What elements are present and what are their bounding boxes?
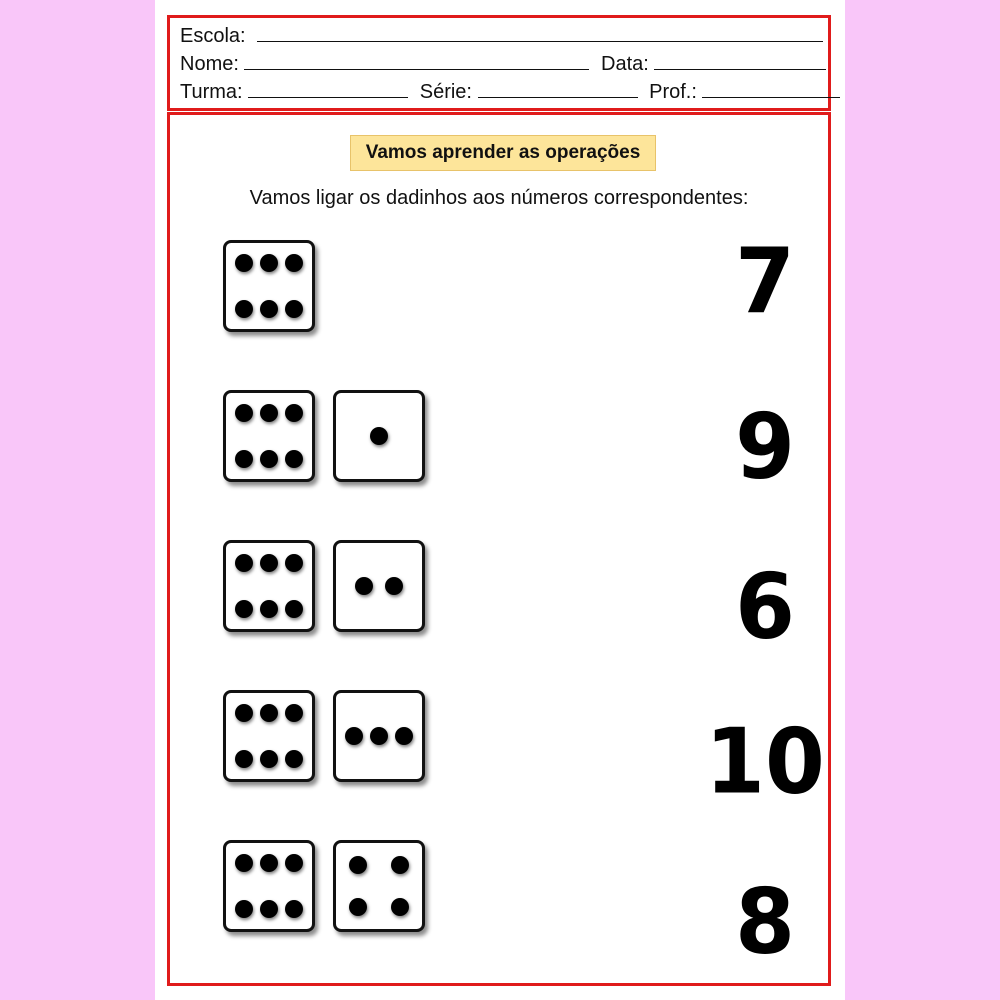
die-pip xyxy=(235,750,253,768)
die-pip xyxy=(235,900,253,918)
nome-label: Nome: xyxy=(180,53,239,75)
target-number: 6 xyxy=(735,554,795,660)
die-pip xyxy=(235,554,253,572)
die-pip xyxy=(391,898,409,916)
die-pip xyxy=(285,900,303,918)
die-pip xyxy=(235,404,253,422)
die-pip xyxy=(260,554,278,572)
die-six xyxy=(223,390,315,482)
die-pip xyxy=(285,600,303,618)
die-pip xyxy=(260,900,278,918)
die-pip xyxy=(235,704,253,722)
die-pip xyxy=(235,300,253,318)
die-four xyxy=(333,840,425,932)
die-pip xyxy=(260,750,278,768)
turma-label: Turma: xyxy=(180,81,243,103)
data-label: Data: xyxy=(601,53,649,75)
turma-field[interactable] xyxy=(248,79,408,98)
nome-field[interactable] xyxy=(244,51,589,70)
die-pip xyxy=(235,854,253,872)
die-six xyxy=(223,240,315,332)
die-pip xyxy=(285,254,303,272)
target-number: 8 xyxy=(735,869,795,975)
die-two xyxy=(333,540,425,632)
die-pip xyxy=(285,300,303,318)
die-pip xyxy=(285,404,303,422)
escola-label: Escola: xyxy=(180,25,246,47)
die-pip xyxy=(260,704,278,722)
die-pip xyxy=(285,554,303,572)
worksheet-page xyxy=(155,0,845,1000)
target-number: 9 xyxy=(735,394,795,500)
escola-field[interactable] xyxy=(257,23,823,42)
prof-label: Prof.: xyxy=(649,81,697,103)
die-pip xyxy=(391,856,409,874)
die-pip xyxy=(235,450,253,468)
die-pip xyxy=(370,727,388,745)
die-pip xyxy=(355,577,373,595)
die-pip xyxy=(349,898,367,916)
die-pip xyxy=(345,727,363,745)
die-pip xyxy=(260,854,278,872)
prof-field[interactable] xyxy=(702,79,840,98)
die-pip xyxy=(260,300,278,318)
die-six xyxy=(223,540,315,632)
die-pip xyxy=(285,450,303,468)
die-pip xyxy=(260,450,278,468)
die-pip xyxy=(260,600,278,618)
die-pip xyxy=(235,600,253,618)
serie-field[interactable] xyxy=(478,79,638,98)
nome-row xyxy=(180,51,826,77)
die-pip xyxy=(285,750,303,768)
die-three xyxy=(333,690,425,782)
die-pip xyxy=(260,254,278,272)
data-field[interactable] xyxy=(654,51,826,70)
die-pip xyxy=(260,404,278,422)
target-number: 7 xyxy=(735,229,795,335)
escola-row xyxy=(180,23,823,49)
die-one xyxy=(333,390,425,482)
die-pip xyxy=(370,427,388,445)
die-pip xyxy=(285,854,303,872)
die-pip xyxy=(285,704,303,722)
die-pip xyxy=(385,577,403,595)
die-pip xyxy=(349,856,367,874)
instruction-text: Vamos ligar os dadinhos aos números correspondentes: xyxy=(249,187,749,209)
activity-area xyxy=(167,112,831,986)
worksheet-title: Vamos aprender as operações xyxy=(350,135,656,171)
serie-label: Série: xyxy=(419,81,472,103)
die-six xyxy=(223,840,315,932)
header-form xyxy=(167,15,831,111)
die-pip xyxy=(395,727,413,745)
die-pip xyxy=(235,254,253,272)
turma-row xyxy=(180,79,840,105)
die-six xyxy=(223,690,315,782)
target-number: 10 xyxy=(705,709,825,815)
